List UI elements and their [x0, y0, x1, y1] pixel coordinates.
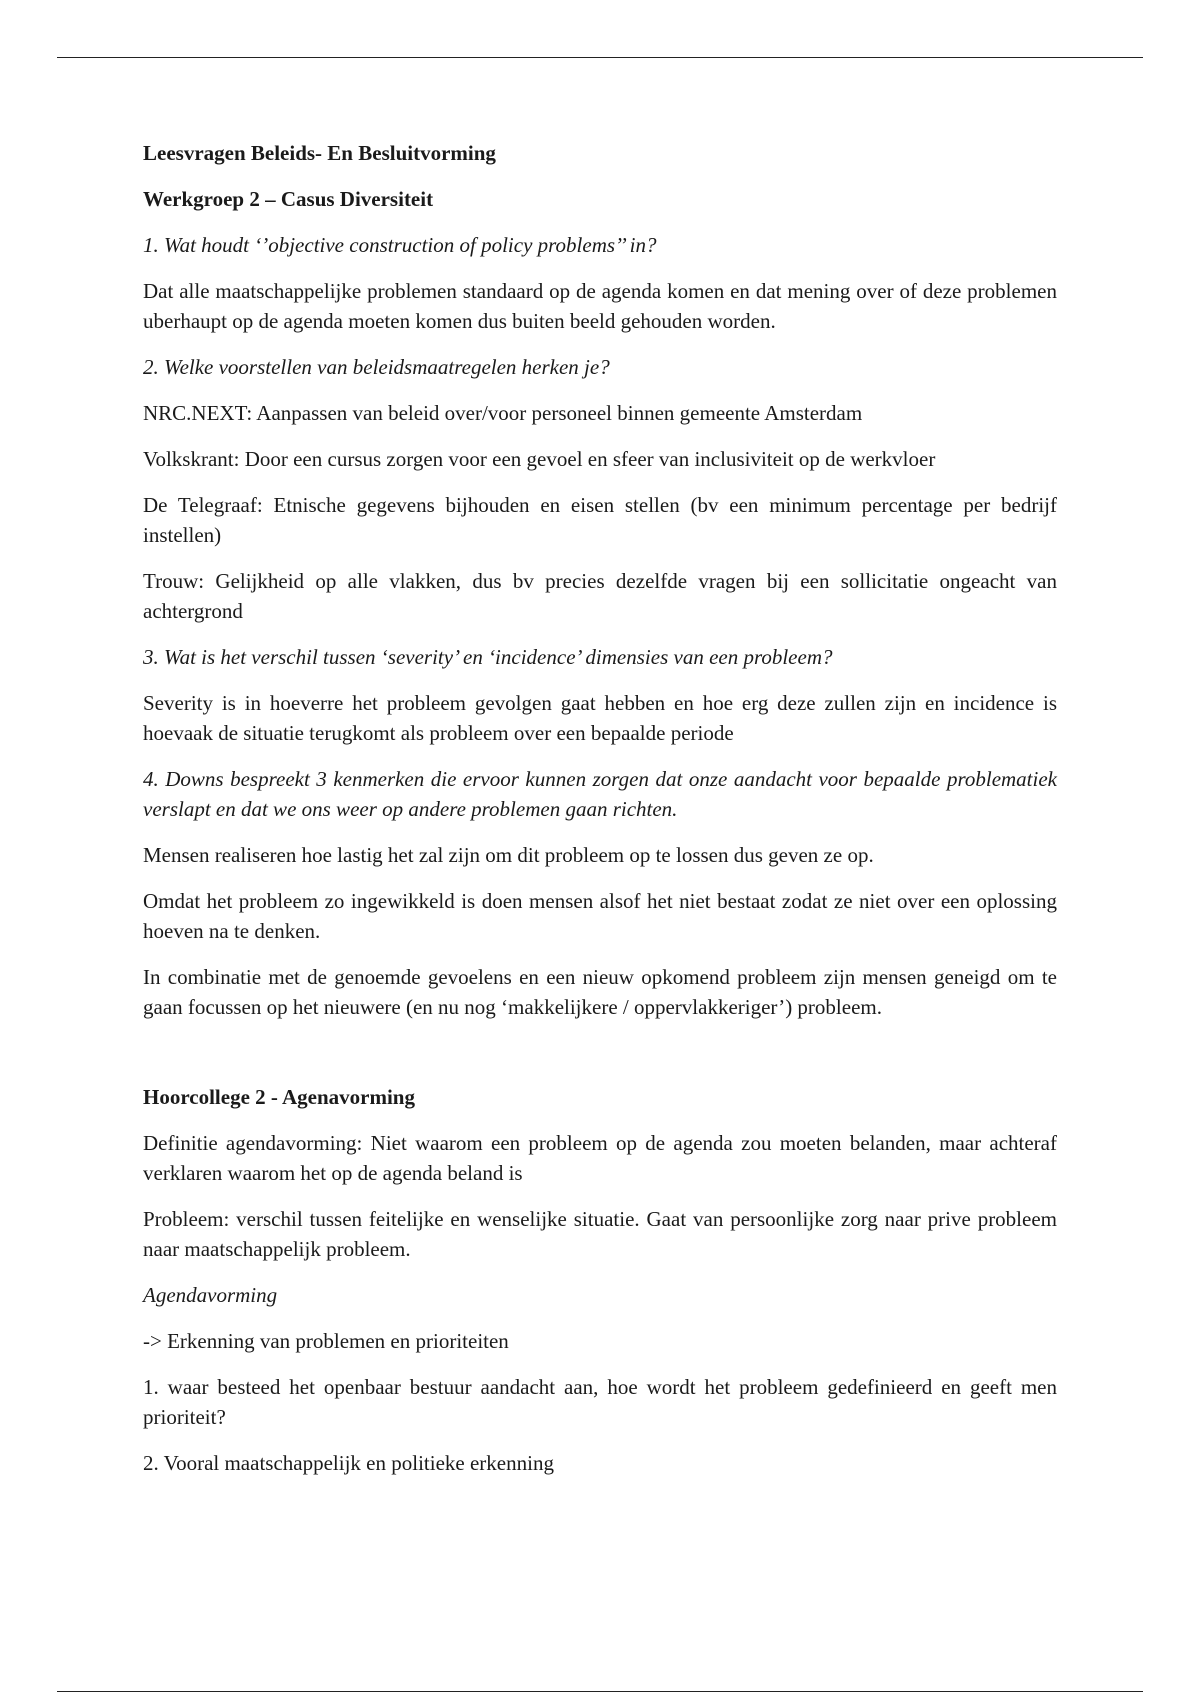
paragraph-probleem: Probleem: verschil tussen feitelijke en wenselijke situatie. Gaat van persoonlijke zorg naar prive probleem naar maatschappelijk probleem. — [143, 1207, 1057, 1261]
question-1: 1. Wat houdt ‘’objective construction of policy problems’’ in? — [143, 233, 657, 257]
section-spacer — [143, 1038, 1057, 1082]
paragraph-erkenning: -> Erkenning van problemen en prioriteiten — [143, 1329, 509, 1353]
top-rule — [57, 57, 1143, 58]
document-body — [143, 138, 1057, 1494]
answer-2-trouw: Trouw: Gelijkheid op alle vlakken, dus bv precies dezelfde vragen bij een sollicitatie ongeacht van achtergrond — [143, 569, 1057, 623]
paragraph-definitie: Definitie agendavorming: Niet waarom een probleem op de agenda zou moeten belanden, maar achteraf verklaren waarom het op de agenda beland is — [143, 1131, 1057, 1185]
answer-2-nrc: NRC.NEXT: Aanpassen van beleid over/voor personeel binnen gemeente Amsterdam — [143, 401, 863, 425]
answer-2-telegraaf: De Telegraaf: Etnische gegevens bijhouden en eisen stellen (bv een minimum percentage per bedrijf instellen) — [143, 493, 1057, 547]
answer-3: Severity is in hoeverre het probleem gevolgen gaat hebben en hoe erg deze zullen zijn en incidence is hoevaak de situatie terugkomt als probleem over een bepaalde periode — [143, 691, 1057, 745]
bottom-rule — [57, 1691, 1143, 1692]
answer-2-volkskrant: Volkskrant: Door een cursus zorgen voor een gevoel en sfeer van inclusiviteit op de werkvloer — [143, 447, 936, 471]
subheading-agendavorming: Agendavorming — [143, 1283, 278, 1307]
answer-4-3: In combinatie met de genoemde gevoelens en een nieuw opkomend probleem zijn mensen geneigd om te gaan focussen op het nieuwere (en nu nog ‘makkelijkere / oppervlakkeriger’) probleem. — [143, 965, 1057, 1019]
question-2: 2. Welke voorstellen van beleidsmaatregelen herken je? — [143, 355, 610, 379]
section-heading-hoorcollege: Hoorcollege 2 - Agenavorming — [143, 1085, 415, 1109]
question-4: 4. Downs bespreekt 3 kenmerken die ervoor kunnen zorgen dat onze aandacht voor bepaalde problematiek verslapt en dat we ons weer op andere problemen gaan richten. — [143, 767, 1057, 821]
list-item-1: 1. waar besteed het openbaar bestuur aandacht aan, hoe wordt het probleem gedefinieerd en geeft men prioriteit? — [143, 1375, 1057, 1429]
answer-4-2: Omdat het probleem zo ingewikkeld is doen mensen alsof het niet bestaat zodat ze niet over een oplossing hoeven na te denken. — [143, 889, 1057, 943]
answer-1: Dat alle maatschappelijke problemen standaard op de agenda komen en dat mening over of deze problemen uberhaupt op de agenda moeten komen dus buiten beeld gehouden worden. — [143, 279, 1057, 333]
answer-4-1: Mensen realiseren hoe lastig het zal zijn om dit probleem op te lossen dus geven ze op. — [143, 843, 874, 867]
question-3: 3. Wat is het verschil tussen ‘severity’ en ‘incidence’ dimensies van een probleem? — [143, 645, 833, 669]
section-heading-werkgroep: Werkgroep 2 – Casus Diversiteit — [143, 187, 434, 211]
list-item-2: 2. Vooral maatschappelijk en politieke erkenning — [143, 1451, 554, 1475]
document-title: Leesvragen Beleids- En Besluitvorming — [143, 141, 496, 165]
